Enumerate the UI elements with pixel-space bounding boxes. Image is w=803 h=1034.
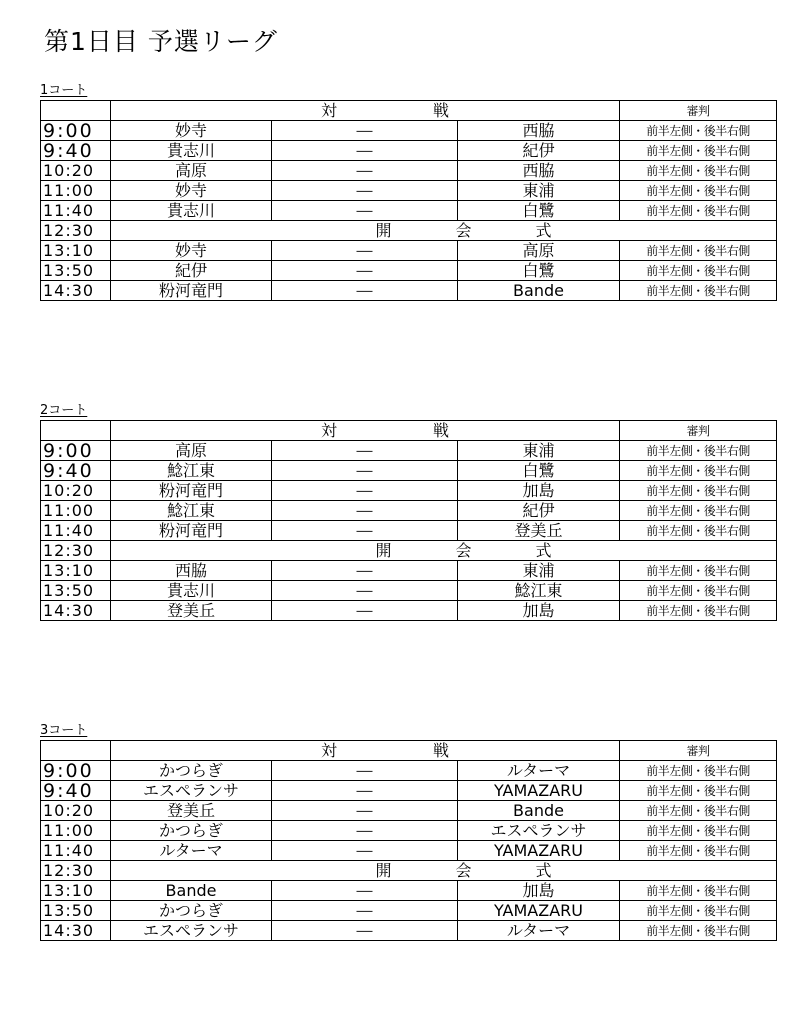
time-cell: 13:50 <box>41 581 111 601</box>
ceremony-row <box>41 541 777 561</box>
header-time-cell <box>41 741 111 761</box>
team-left-cell: エスペランサ <box>111 781 272 801</box>
table-row <box>41 181 777 201</box>
team-left-cell: 粉河竜門 <box>111 481 272 501</box>
referee-cell: 前半左側・後半右側 <box>620 481 777 501</box>
table-row <box>41 821 777 841</box>
header-match-label: 戦 <box>433 100 450 120</box>
time-cell: 12:30 <box>41 541 111 561</box>
time-cell: 11:00 <box>41 821 111 841</box>
referee-cell: 前半左側・後半右側 <box>620 901 777 921</box>
referee-cell: 前半左側・後半右側 <box>620 781 777 801</box>
team-right-cell: 東浦 <box>458 181 620 201</box>
time-cell: 11:40 <box>41 521 111 541</box>
referee-cell: 前半左側・後半右側 <box>620 521 777 541</box>
header-match-label: 対 <box>320 740 337 760</box>
header-match-label: 戦 <box>433 420 450 440</box>
versus-dash-cell: ― <box>272 501 458 521</box>
team-right-cell: 鯰江東 <box>458 581 620 601</box>
table-row <box>41 761 777 781</box>
table-row <box>41 921 777 941</box>
versus-dash-cell: ― <box>272 461 458 481</box>
referee-cell: 前半左側・後半右側 <box>620 841 777 861</box>
schedule-table <box>40 740 777 941</box>
referee-cell: 前半左側・後半右側 <box>620 821 777 841</box>
table-row <box>41 901 777 921</box>
table-row <box>41 581 777 601</box>
team-left-cell: 高原 <box>111 441 272 461</box>
team-left-cell: 粉河竜門 <box>111 281 272 301</box>
team-left-cell: 高原 <box>111 161 272 181</box>
versus-dash-cell: ― <box>272 561 458 581</box>
ceremony-row <box>41 221 777 241</box>
team-right-cell: 白鷺 <box>458 201 620 221</box>
team-left-cell: 妙寺 <box>111 241 272 261</box>
team-right-cell: YAMAZARU <box>458 901 620 921</box>
header-time-cell <box>41 101 111 121</box>
team-left-cell: かつらぎ <box>111 901 272 921</box>
referee-cell: 前半左側・後半右側 <box>620 501 777 521</box>
team-right-cell: 白鷺 <box>458 261 620 281</box>
team-left-cell: 貴志川 <box>111 581 272 601</box>
referee-cell: 前半左側・後半右側 <box>620 581 777 601</box>
header-match-label: 戦 <box>433 740 450 760</box>
referee-cell: 前半左側・後半右側 <box>620 121 777 141</box>
versus-dash-cell: ― <box>272 901 458 921</box>
time-cell: 10:20 <box>41 481 111 501</box>
schedule-table <box>40 100 777 301</box>
table-row <box>41 881 777 901</box>
time-cell: 14:30 <box>41 601 111 621</box>
versus-dash-cell: ― <box>272 141 458 161</box>
referee-cell: 前半左側・後半右側 <box>620 261 777 281</box>
team-left-cell: 貴志川 <box>111 141 272 161</box>
team-left-cell: 西脇 <box>111 561 272 581</box>
referee-cell: 前半左側・後半右側 <box>620 561 777 581</box>
referee-cell: 前半左側・後半右側 <box>620 201 777 221</box>
time-cell: 11:00 <box>41 501 111 521</box>
time-cell: 11:40 <box>41 841 111 861</box>
team-left-cell: かつらぎ <box>111 761 272 781</box>
team-right-cell: 登美丘 <box>458 521 620 541</box>
versus-dash-cell: ― <box>272 441 458 461</box>
team-left-cell: 鯰江東 <box>111 501 272 521</box>
team-right-cell: ルターマ <box>458 761 620 781</box>
team-right-cell: 西脇 <box>458 161 620 181</box>
team-left-cell: 妙寺 <box>111 121 272 141</box>
team-left-cell: エスペランサ <box>111 921 272 941</box>
time-cell: 13:50 <box>41 261 111 281</box>
time-cell: 9:00 <box>41 441 111 461</box>
versus-dash-cell: ― <box>272 261 458 281</box>
schedule-table <box>40 420 777 621</box>
header-referee-cell: 審判 <box>620 101 777 121</box>
versus-dash-cell: ― <box>272 921 458 941</box>
table-row <box>41 201 777 221</box>
team-left-cell: 貴志川 <box>111 201 272 221</box>
time-cell: 10:20 <box>41 161 111 181</box>
court-block <box>40 402 776 621</box>
table-row <box>41 481 777 501</box>
table-row <box>41 161 777 181</box>
team-right-cell: ルターマ <box>458 921 620 941</box>
referee-cell: 前半左側・後半右側 <box>620 281 777 301</box>
time-cell: 11:40 <box>41 201 111 221</box>
team-right-cell: 高原 <box>458 241 620 261</box>
page-title: 第1日目 予選リーグ <box>44 27 278 56</box>
opening-ceremony-label: 会 <box>455 860 472 880</box>
team-left-cell: 鯰江東 <box>111 461 272 481</box>
versus-dash-cell: ― <box>272 481 458 501</box>
table-row <box>41 801 777 821</box>
versus-dash-cell: ― <box>272 781 458 801</box>
time-cell: 9:00 <box>41 761 111 781</box>
team-left-cell: ルターマ <box>111 841 272 861</box>
team-right-cell: 東浦 <box>458 561 620 581</box>
time-cell: 12:30 <box>41 221 111 241</box>
referee-cell: 前半左側・後半右側 <box>620 441 777 461</box>
team-right-cell: 白鷺 <box>458 461 620 481</box>
team-left-cell: 粉河竜門 <box>111 521 272 541</box>
versus-dash-cell: ― <box>272 801 458 821</box>
opening-ceremony-cell <box>111 221 777 241</box>
table-row <box>41 121 777 141</box>
court-block <box>40 82 776 301</box>
opening-ceremony-label: 開 <box>375 220 392 240</box>
time-cell: 13:50 <box>41 901 111 921</box>
versus-dash-cell: ― <box>272 581 458 601</box>
versus-dash-cell: ― <box>272 121 458 141</box>
versus-dash-cell: ― <box>272 201 458 221</box>
header-row <box>41 421 777 441</box>
team-right-cell: 紀伊 <box>458 141 620 161</box>
team-right-cell: YAMAZARU <box>458 781 620 801</box>
opening-ceremony-cell <box>111 541 777 561</box>
table-row <box>41 561 777 581</box>
opening-ceremony-label: 会 <box>455 220 472 240</box>
time-cell: 13:10 <box>41 881 111 901</box>
team-left-cell: 紀伊 <box>111 261 272 281</box>
header-row <box>41 101 777 121</box>
opening-ceremony-label: 開 <box>375 540 392 560</box>
table-row <box>41 841 777 861</box>
header-match-label: 対 <box>320 100 337 120</box>
court-label: 3コート <box>40 723 88 738</box>
court-label: 2コート <box>40 403 88 418</box>
opening-ceremony-label: 会 <box>455 540 472 560</box>
versus-dash-cell: ― <box>272 761 458 781</box>
versus-dash-cell: ― <box>272 881 458 901</box>
referee-cell: 前半左側・後半右側 <box>620 601 777 621</box>
team-left-cell: 登美丘 <box>111 601 272 621</box>
header-match-cell <box>111 421 620 441</box>
time-cell: 14:30 <box>41 281 111 301</box>
court-block <box>40 722 776 941</box>
team-right-cell: 東浦 <box>458 441 620 461</box>
table-row <box>41 261 777 281</box>
versus-dash-cell: ― <box>272 821 458 841</box>
table-row <box>41 441 777 461</box>
team-left-cell: Bande <box>111 881 272 901</box>
table-row <box>41 141 777 161</box>
header-time-cell <box>41 421 111 441</box>
time-cell: 11:00 <box>41 181 111 201</box>
opening-ceremony-cell <box>111 861 777 881</box>
table-row <box>41 241 777 261</box>
opening-ceremony-label: 開 <box>375 860 392 880</box>
time-cell: 10:20 <box>41 801 111 821</box>
opening-ceremony-label: 式 <box>535 540 552 560</box>
table-row <box>41 781 777 801</box>
opening-ceremony-label: 式 <box>535 220 552 240</box>
team-right-cell: Bande <box>458 281 620 301</box>
referee-cell: 前半左側・後半右側 <box>620 461 777 481</box>
team-left-cell: 登美丘 <box>111 801 272 821</box>
team-left-cell: かつらぎ <box>111 821 272 841</box>
referee-cell: 前半左側・後半右側 <box>620 161 777 181</box>
referee-cell: 前半左側・後半右側 <box>620 801 777 821</box>
court-label: 1コート <box>40 83 88 98</box>
time-cell: 9:40 <box>41 781 111 801</box>
team-right-cell: YAMAZARU <box>458 841 620 861</box>
opening-ceremony-label: 式 <box>535 860 552 880</box>
time-cell: 12:30 <box>41 861 111 881</box>
header-referee-cell: 審判 <box>620 421 777 441</box>
time-cell: 9:40 <box>41 141 111 161</box>
team-right-cell: 加島 <box>458 601 620 621</box>
team-right-cell: 加島 <box>458 481 620 501</box>
table-row <box>41 601 777 621</box>
header-referee-cell: 審判 <box>620 741 777 761</box>
referee-cell: 前半左側・後半右側 <box>620 181 777 201</box>
header-match-cell <box>111 101 620 121</box>
referee-cell: 前半左側・後半右側 <box>620 761 777 781</box>
versus-dash-cell: ― <box>272 181 458 201</box>
time-cell: 9:40 <box>41 461 111 481</box>
time-cell: 9:00 <box>41 121 111 141</box>
referee-cell: 前半左側・後半右側 <box>620 881 777 901</box>
versus-dash-cell: ― <box>272 841 458 861</box>
team-right-cell: 加島 <box>458 881 620 901</box>
versus-dash-cell: ― <box>272 161 458 181</box>
time-cell: 13:10 <box>41 241 111 261</box>
referee-cell: 前半左側・後半右側 <box>620 921 777 941</box>
versus-dash-cell: ― <box>272 601 458 621</box>
table-row <box>41 501 777 521</box>
team-right-cell: 紀伊 <box>458 501 620 521</box>
referee-cell: 前半左側・後半右側 <box>620 241 777 261</box>
table-row <box>41 461 777 481</box>
versus-dash-cell: ― <box>272 281 458 301</box>
team-left-cell: 妙寺 <box>111 181 272 201</box>
table-row <box>41 521 777 541</box>
time-cell: 14:30 <box>41 921 111 941</box>
referee-cell: 前半左側・後半右側 <box>620 141 777 161</box>
time-cell: 13:10 <box>41 561 111 581</box>
team-right-cell: 西脇 <box>458 121 620 141</box>
header-match-cell <box>111 741 620 761</box>
table-row <box>41 281 777 301</box>
header-match-label: 対 <box>320 420 337 440</box>
team-right-cell: Bande <box>458 801 620 821</box>
header-row <box>41 741 777 761</box>
versus-dash-cell: ― <box>272 241 458 261</box>
versus-dash-cell: ― <box>272 521 458 541</box>
team-right-cell: エスペランサ <box>458 821 620 841</box>
ceremony-row <box>41 861 777 881</box>
